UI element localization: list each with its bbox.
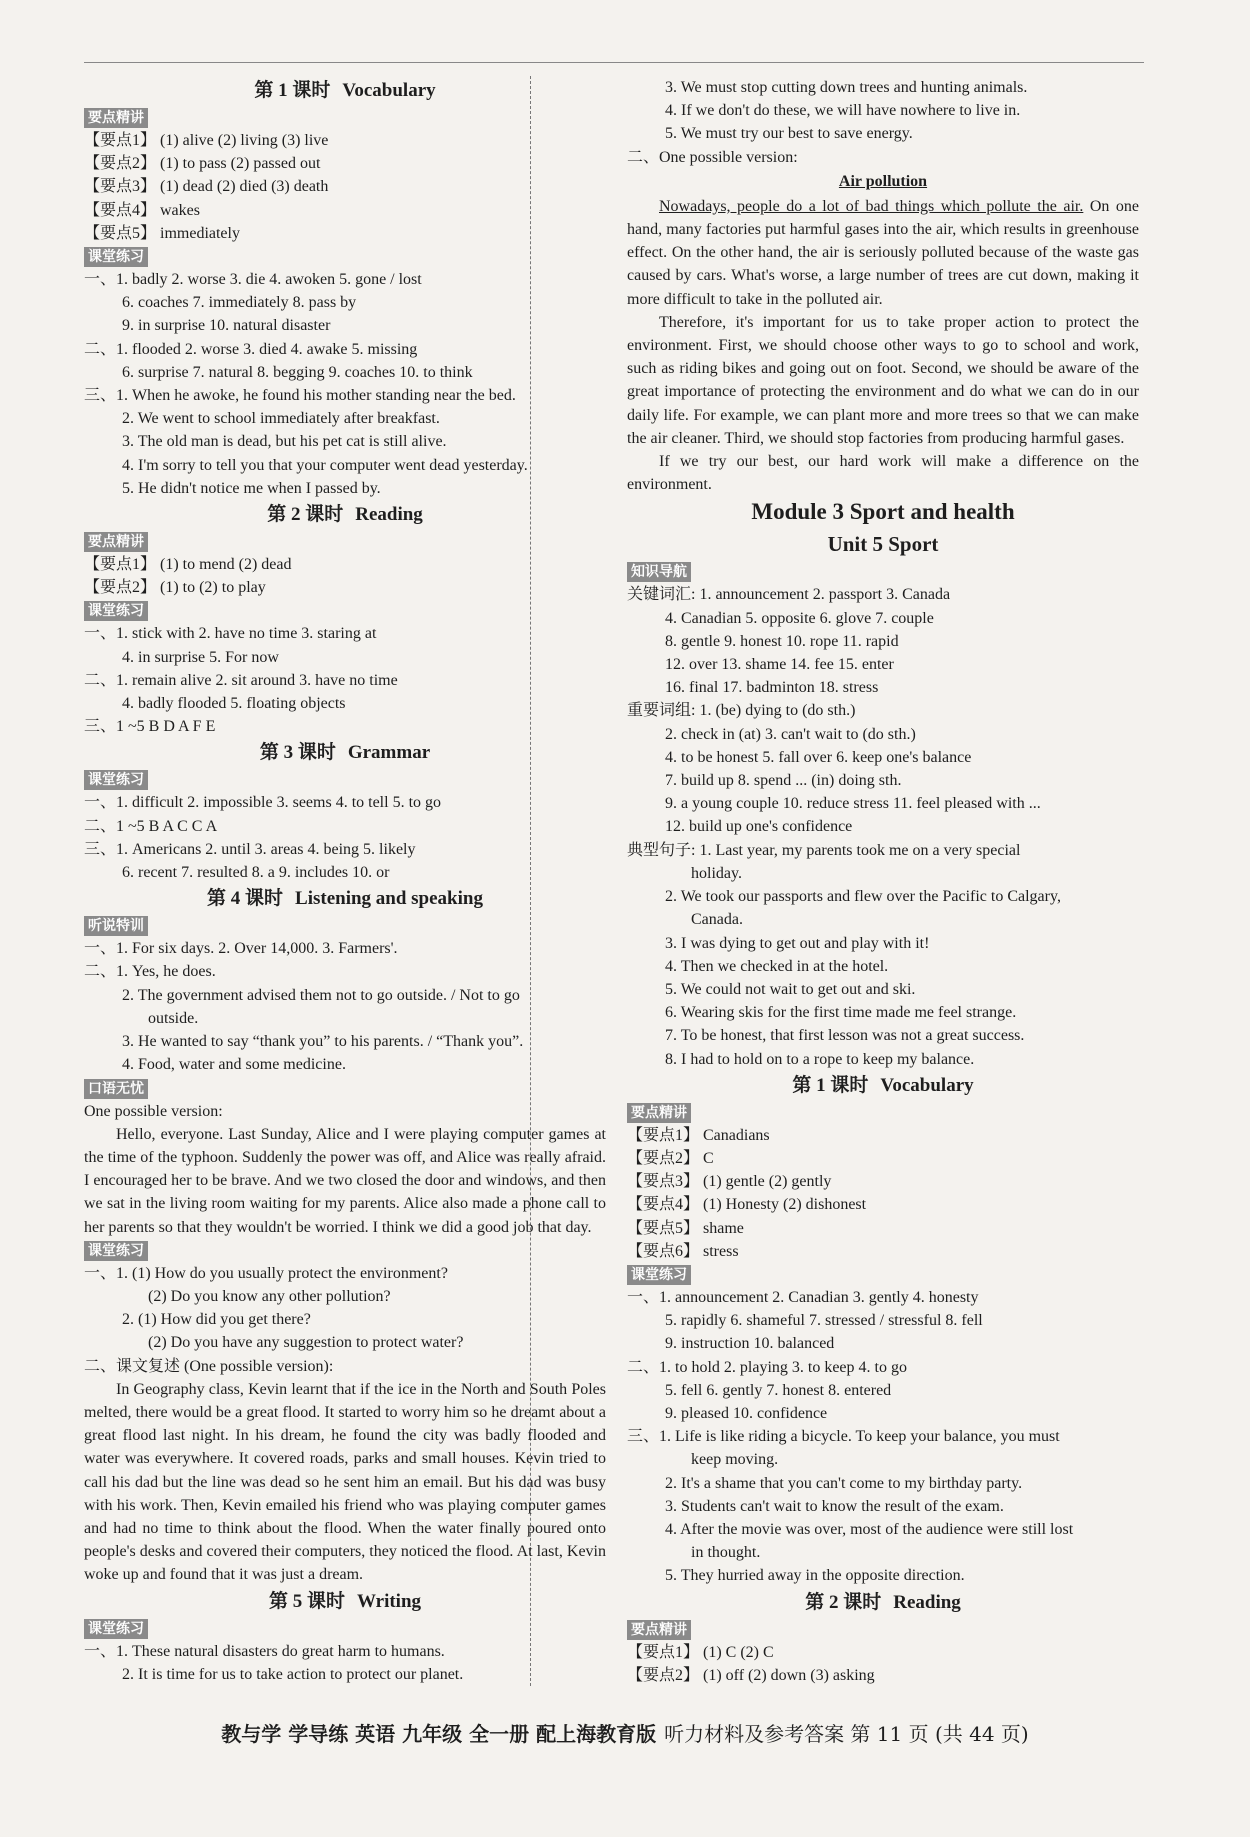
answer-line: 12. build up one's confidence xyxy=(665,818,853,836)
answer-line: 4. Then we checked in at the hotel. xyxy=(665,957,889,975)
answer-line: 4. in surprise 5. For now xyxy=(122,648,279,666)
answer-line: 9. a young couple 10. reduce stress 11. feel pleased with ... xyxy=(665,795,1041,813)
paragraph xyxy=(627,195,1139,311)
answer-line: (2) Do you know any other pollution? xyxy=(148,1287,391,1305)
answer-line: 5. We must try our best to save energy. xyxy=(665,125,913,143)
answer-line: 2. The government advised them not to go outside. / Not to go xyxy=(122,986,520,1004)
answer-line: 【要点2】 C xyxy=(627,1149,714,1167)
answer-line: 三、1. Americans 2. until 3. areas 4. being 5. likely xyxy=(84,840,416,858)
answer-line: 二、1. Yes, he does. xyxy=(84,963,216,981)
section-tag-row xyxy=(84,530,606,553)
lesson-number: 第 4 课时 xyxy=(207,888,284,910)
answer-line: 7. build up 8. spend ... (in) doing sth. xyxy=(665,772,902,790)
section-tag: 课堂练习 xyxy=(84,601,148,621)
lesson-topic: Vocabulary xyxy=(880,1074,974,1096)
section-tag-row xyxy=(84,1239,606,1262)
section-tag-row xyxy=(627,1618,1139,1641)
lesson-number: 第 2 课时 xyxy=(267,504,344,526)
lesson-number: 第 1 课时 xyxy=(792,1074,869,1096)
answer-line: 2. It is time for us to take action to protect our planet. xyxy=(122,1665,464,1683)
section-tag-row xyxy=(627,1101,1139,1124)
section-tag: 要点精讲 xyxy=(84,532,148,552)
answer-line: 一、1. stick with 2. have no time 3. staring at xyxy=(84,625,377,643)
section-tag: 课堂练习 xyxy=(84,247,148,267)
answer-line: 【要点2】 (1) off (2) down (3) asking xyxy=(627,1666,875,1684)
answer-line: 一、1. These natural disasters do great harm to humans. xyxy=(84,1642,445,1660)
lesson-title xyxy=(84,738,606,768)
section-tag: 口语无忧 xyxy=(84,1079,148,1099)
answer-line: 5. They hurried away in the opposite direction. xyxy=(665,1567,965,1585)
answer-line: 5. rapidly 6. shameful 7. stressed / stressful 8. fell xyxy=(665,1312,983,1330)
answer-line: 【要点3】 (1) dead (2) died (3) death xyxy=(84,178,329,196)
answer-line: 一、1. announcement 2. Canadian 3. gently 4. honesty xyxy=(627,1288,979,1306)
answer-line: 16. final 17. badminton 18. stress xyxy=(665,679,879,697)
answer-line: 【要点1】 (1) alive (2) living (3) live xyxy=(84,132,329,149)
section-tag: 要点精讲 xyxy=(627,1103,691,1123)
lesson-topic: Writing xyxy=(356,1590,422,1612)
answer-line: 4. badly flooded 5. floating objects xyxy=(122,695,346,713)
essay-title: Air pollution xyxy=(838,172,928,190)
answer-line: keep moving. xyxy=(691,1451,779,1469)
answer-line: 3. The old man is dead, but his pet cat is still alive. xyxy=(122,433,447,451)
lesson-topic: Listening and speaking xyxy=(295,888,483,910)
paragraph-text: On one hand, many factories put harmful gases into the air, which results in greenhouse effect. On the other hand, the air is seriously polluted because of the waste gas caused by cars. What's worse, a large number of trees are cut down, making it more difficult to take in the polluted air. xyxy=(627,197,1140,308)
answer-line: 重要词组: 1. (be) dying to (do sth.) xyxy=(627,702,856,720)
answer-line: 【要点2】 (1) to pass (2) passed out xyxy=(84,155,321,173)
lesson-number: 第 3 课时 xyxy=(259,742,336,764)
answer-line: 2. We took our passports and flew over the Pacific to Calgary, xyxy=(665,888,1061,906)
answer-line: 一、1. For six days. 2. Over 14,000. 3. Farmers'. xyxy=(84,940,398,958)
answer-line: 9. in surprise 10. natural disaster xyxy=(122,317,331,335)
lesson-number: 第 1 课时 xyxy=(254,80,331,101)
section-tag-row xyxy=(84,914,606,937)
answer-line: 2. (1) How did you get there? xyxy=(122,1311,311,1329)
answer-line: 6. coaches 7. immediately 8. pass by xyxy=(122,294,357,312)
answer-line: 8. gentle 9. honest 10. rope 11. rapid xyxy=(665,632,899,650)
answer-line: 二、1. remain alive 2. sit around 3. have no time xyxy=(84,671,398,689)
section-tag-row xyxy=(627,560,1139,583)
lesson-topic: Reading xyxy=(893,1591,961,1613)
answer-line: 5. We could not wait to get out and ski. xyxy=(665,980,916,998)
answer-line: in thought. xyxy=(691,1544,761,1562)
answer-line: 4. Canadian 5. opposite 6. glove 7. couple xyxy=(665,609,934,627)
answer-line: 一、1. badly 2. worse 3. die 4. awoken 5. gone / lost xyxy=(84,271,422,289)
right-column xyxy=(627,76,1139,1687)
answer-line: 3. He wanted to say “thank you” to his parents. / “Thank you”. xyxy=(122,1033,524,1051)
answer-line: outside. xyxy=(148,1009,199,1027)
section-tag-row xyxy=(627,1263,1139,1286)
lesson-topic: Vocabulary xyxy=(342,80,436,101)
page-footer xyxy=(0,1718,1250,1747)
section-tag-row xyxy=(84,106,606,129)
section-tag: 知识导航 xyxy=(627,562,691,582)
answer-line: 8. I had to hold on to a rope to keep my balance. xyxy=(665,1050,975,1068)
answer-line: 5. fell 6. gently 7. honest 8. entered xyxy=(665,1381,892,1399)
answer-line: 【要点5】 immediately xyxy=(84,224,240,242)
answer-line: 一、1. (1) How do you usually protect the environment? xyxy=(84,1264,448,1282)
answer-line: 7. To be honest, that first lesson was not a great success. xyxy=(665,1027,1025,1045)
section-tag: 听说特训 xyxy=(84,916,148,936)
answer-line: 6. Wearing skis for the first time made me feel strange. xyxy=(665,1004,1017,1022)
lesson-title xyxy=(84,1587,606,1617)
answer-line: 3. I was dying to get out and play with it! xyxy=(665,934,930,952)
answer-line: 典型句子: 1. Last year, my parents took me on a very special xyxy=(627,841,1021,859)
answer-line: (2) Do you have any suggestion to protect water? xyxy=(148,1334,464,1352)
answer-line: 2. It's a shame that you can't come to my birthday party. xyxy=(665,1474,1023,1492)
answer-line: 6. surprise 7. natural 8. begging 9. coaches 10. to think xyxy=(122,363,473,381)
answer-line: 二、课文复述 (One possible version): xyxy=(84,1357,334,1375)
lesson-title xyxy=(84,500,606,530)
section-tag-row xyxy=(84,1617,606,1640)
answer-line: 二、1. flooded 2. worse 3. died 4. awake 5. missing xyxy=(84,340,418,358)
answer-line: 9. instruction 10. balanced xyxy=(665,1335,835,1353)
answer-line: 5. He didn't notice me when I passed by. xyxy=(122,479,381,497)
answer-line: 【要点6】 stress xyxy=(627,1242,739,1260)
paragraph: In Geography class, Kevin learnt that if the ice in the North and South Poles melted, there would be a great flood. It started to worry him so he dreamt about a great flood last night. In his dream, he found the city was badly flooded and water was everywhere. It covered roads, parks and small houses. Kevin tried to call his dad but the line was dead so he sent him an email. But his dad was busy with his work. Then, Kevin emailed his friend who was playing computer games and had no time to think about the flood. When the water finally poured onto people's desks and covered their computers, they noticed the flood. At last, Kevin woke up and found that it was just a dream. xyxy=(84,1380,606,1584)
answer-line: 一、1. difficult 2. impossible 3. seems 4. to tell 5. to go xyxy=(84,794,442,812)
answer-line: 12. over 13. shame 14. fee 15. enter xyxy=(665,656,894,674)
answer-line: 二、1 ~5 B A C C A xyxy=(84,817,218,835)
answer-line: 4. Food, water and some medicine. xyxy=(122,1056,346,1074)
lesson-topic: Reading xyxy=(355,504,423,526)
answer-line: 6. recent 7. resulted 8. a 9. includes 10. or xyxy=(122,864,390,882)
section-tag-row xyxy=(84,245,606,268)
answer-line: 4. After the movie was over, most of the audience were still lost xyxy=(665,1520,1074,1538)
answer-line: 二、One possible version: xyxy=(627,148,798,166)
section-tag-row xyxy=(84,599,606,622)
lesson-title xyxy=(84,76,606,106)
answer-line: 【要点4】 (1) Honesty (2) dishonest xyxy=(627,1196,867,1214)
answer-line: 【要点1】 Canadians xyxy=(627,1126,770,1144)
paragraph: Hello, everyone. Last Sunday, Alice and I were playing computer games at the time of the typhoon. Suddenly the power was off, and Alice was really afraid. I encouraged her to be brave. And we two closed the door and windows, and then we sat in the living room waiting for my parents. Alice also made a phone call to her parents so that they wouldn't be worried. I think we did a good job that day. xyxy=(84,1125,606,1236)
section-tag: 课堂练习 xyxy=(627,1265,691,1285)
lesson-title xyxy=(627,1071,1139,1101)
paragraph: Therefore, it's important for us to take proper action to protect the environment. First, we should choose other ways to go to school and work, such as riding bikes and going out on foot. Second, we should be aware of the great importance of protecting the environment and do what we can do in our daily life. For example, we can plant more and more trees so that we can make the air cleaner. Third, we should stop factories from producing harmful gases. xyxy=(627,313,1139,447)
answer-line: 【要点5】 shame xyxy=(627,1219,744,1237)
module-title: Module 3 Sport and health xyxy=(751,499,1015,525)
footer-book-title: 教与学 学导练 英语 九年级 全一册 配上海教育版 xyxy=(221,1722,657,1746)
paragraph: If we try our best, our hard work will make a difference on the environment. xyxy=(627,453,1139,494)
section-tag: 课堂练习 xyxy=(84,770,148,790)
unit-title: Unit 5 Sport xyxy=(827,532,939,557)
section-tag-row xyxy=(84,1077,606,1100)
answer-line: 二、1. to hold 2. playing 3. to keep 4. to go xyxy=(627,1358,907,1376)
section-tag: 要点精讲 xyxy=(84,108,148,128)
lesson-title xyxy=(84,884,606,914)
answer-line: 4. I'm sorry to tell you that your computer went dead yesterday. xyxy=(122,456,528,474)
answer-line: 9. pleased 10. confidence xyxy=(665,1404,828,1422)
answer-line: holiday. xyxy=(691,864,742,882)
answer-line: 三、1. Life is like riding a bicycle. To keep your balance, you must xyxy=(627,1428,1060,1446)
answer-line: 【要点4】 wakes xyxy=(84,201,200,219)
answer-line: 2. We went to school immediately after breakfast. xyxy=(122,410,440,428)
answer-line: 关键词汇: 1. announcement 2. passport 3. Canada xyxy=(627,586,951,604)
answer-line: 【要点2】 (1) to (2) to play xyxy=(84,579,266,597)
lesson-number: 第 2 课时 xyxy=(805,1591,882,1613)
section-tag: 课堂练习 xyxy=(84,1619,148,1639)
underlined-topic-sentence: Nowadays, people do a lot of bad things which pollute the air. xyxy=(659,197,1084,215)
answer-line: 4. to be honest 5. fall over 6. keep one's balance xyxy=(665,748,972,766)
left-column xyxy=(84,76,606,1686)
answer-line: 4. If we don't do these, we will have nowhere to live in. xyxy=(665,102,1021,120)
answer-line: 三、1 ~5 B D A F E xyxy=(84,718,216,736)
answer-line: One possible version: xyxy=(84,1102,223,1120)
answer-line: 3. Students can't wait to know the result of the exam. xyxy=(665,1497,1004,1515)
top-rule xyxy=(84,62,1144,63)
lesson-topic: Grammar xyxy=(347,742,431,764)
answer-line: Canada. xyxy=(691,911,743,929)
answer-line: 三、1. When he awoke, he found his mother standing near the bed. xyxy=(84,387,516,405)
answer-line: 【要点3】 (1) gentle (2) gently xyxy=(627,1173,832,1191)
section-tag-row xyxy=(84,768,606,791)
footer-page-info: 听力材料及参考答案 第 11 页 (共 44 页) xyxy=(664,1722,1029,1746)
answer-line: 【要点1】 (1) C (2) C xyxy=(627,1643,774,1661)
lesson-title xyxy=(627,1588,1139,1618)
section-tag: 课堂练习 xyxy=(84,1241,148,1261)
answer-line: 【要点1】 (1) to mend (2) dead xyxy=(84,556,292,574)
lesson-number: 第 5 课时 xyxy=(268,1590,345,1612)
answer-line: 3. We must stop cutting down trees and hunting animals. xyxy=(665,79,1028,96)
section-tag: 要点精讲 xyxy=(627,1620,691,1640)
answer-line: 2. check in (at) 3. can't wait to (do sth.) xyxy=(665,725,916,743)
